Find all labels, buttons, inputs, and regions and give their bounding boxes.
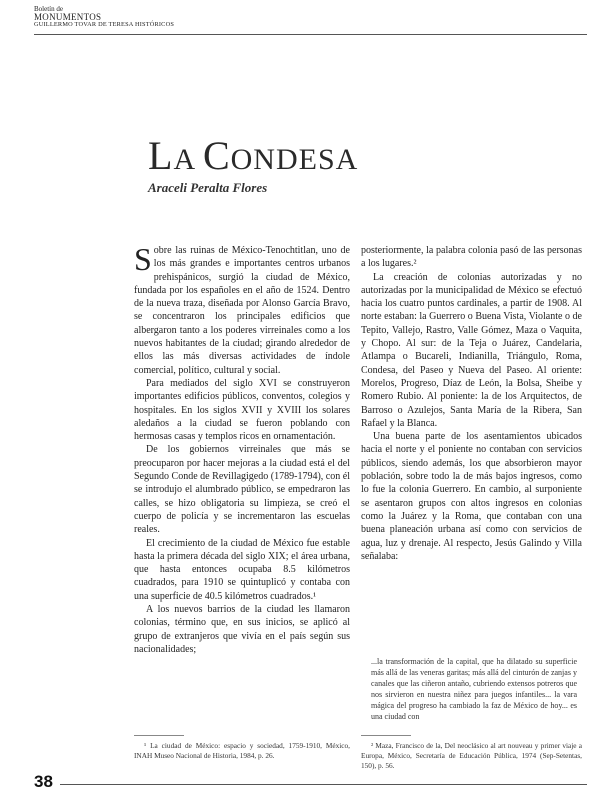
footer-rule <box>60 784 587 785</box>
drop-cap: S <box>134 241 152 277</box>
header-rule <box>34 34 587 35</box>
paragraph-4: El crecimiento de la ciudad de México fue estable hasta la primera década del siglo XIX; el área urbana, que hasta entonces ocupaba 8.5 kilómetros cuadrados, para 1910 se quintuplicó y contaba con una superficie de 40.5 kilómetros cuadrados.¹ <box>134 537 350 602</box>
page-number: 38 <box>34 772 53 791</box>
block-quote-text: ...la transformación de la capital, que ha dilatado su superficie más allá de las veneras garitas; más allá del cinturón de zanjas y canales que las ciñeron antaño, cubriendo extensos potreros que nos sirvieron en nuestra niñez para juegos infantiles... la vara mágica del progreso ha cambiado la faz de México de hoy... es una ciudad con <box>371 657 577 721</box>
footnote-rule-left <box>134 735 184 736</box>
running-header <box>34 6 174 28</box>
title-initial-c: C <box>202 133 231 178</box>
left-column <box>134 241 350 656</box>
footnote-rule-right <box>361 735 411 736</box>
article-title <box>148 133 359 178</box>
footnote-1: ¹ La ciudad de México: espacio y sociedad, 1759-1910, México, INAH Museo Nacional de Historia, 1984, p. 26. <box>134 741 350 760</box>
block-quote <box>371 656 577 722</box>
paragraph-6: posteriormente, la palabra colonia pasó de las personas a los lugares.² <box>361 245 582 270</box>
paragraph-5: A los nuevos barrios de la ciudad les llamaron colonias, término que, en sus inicios, se aplicó al grupo de extranjeros que vivía en el país según sus nacionalidades; <box>134 604 350 655</box>
paragraph-1 <box>134 241 350 377</box>
footnote-2: ² Maza, Francisco de la, Del neoclásico al art nouveau y primer viaje a Europa, México, Secretaría de Educación Pública, 1974 (Sep-Setentas, 150), p. 56. <box>361 741 582 770</box>
paragraph-3: De los gobiernos virreinales que más se preocuparon por hacer mejoras a la ciudad está el del Segundo Conde de Revillagigedo (1789-1794), con él se introdujo el alumbrado público, se empedraron las calles, se hizo obligatoria su limpieza, se creó el cuerpo de policía y se incrementaron las escuelas reales. <box>134 444 350 536</box>
header-bulletin-label: Boletín de <box>34 5 63 13</box>
title-part-a: A <box>173 143 203 176</box>
article-author: Araceli Peralta Flores <box>148 180 268 195</box>
right-column <box>361 244 582 563</box>
paragraph-7: La creación de colonias autorizadas y no autorizadas por la municipalidad de México se efectuó hacia los cuatro puntos cardinales, a partir de 1908. Al norte estaban: la Guerrero o Buena Vista, Violante o de Tepito, Vallejo, Rastro, Valle Gómez, Maza o Vaquita, y Chopo. Al sur: de la Teja o Juárez, Candelaria, Atlampa o Bucareli, Indianilla, Triángulo, Roma, Condesa, del Paseo y Nueva del Paseo. Al oriente: Morelos, Progreso, Díaz de León, la Bolsa, Sheibe y Romero Rubio. Al poniente: la de los Arquitectos, de Barroso o Azulejos, Santa María de la Ribera, San Rafael y la Blanca. <box>361 271 582 429</box>
title-initial-l: L <box>148 133 174 178</box>
header-journal-name: MONUMENTOS <box>34 12 102 22</box>
paragraph-8: Una buena parte de los asentamientos ubicados hacia el norte y el poniente no contaban con servicios públicos, siendo además, los que absorbieron mayor población, sobre todo la de más bajos ingresos, como lo fue la colonia Guerrero. En cambio, al surponiente se asentaron grupos con altos ingresos en colonias como la Juárez y la Roma, que contaban con una buena planeación urbana así como con servicios de agua, luz y drenaje. Al respecto, Jesús Galindo y Villa señalaba: <box>361 431 582 562</box>
footnote-left <box>134 741 350 761</box>
footnote-right <box>361 741 582 771</box>
paragraph-1-text: obre las ruinas de México-Tenochtitlan, uno de los más grandes e importantes centros urbanos prehispánicos, surgió la ciudad de México, fundada por los españoles en el año de 1524. Dentro de la nueva traza, diseñada por Alonso García Bravo, se concentraron los principales edificios que albergaron tanto a los poderes virreinales como a los nuevos habitantes de la ciudad; girando alrededor de ellos las más diversas actividades de índole comercial, político, cultural y social. <box>134 245 350 376</box>
title-part-ondesa: ONDESA <box>230 143 359 176</box>
paragraph-2: Para mediados del siglo XVI se construyeron importantes edificios públicos, conventos, colegios y hospitales. En los siglos XVII y XVIII los solares aledaños a la ciudad se fueron poblando con hermosas casas y templos ricos en ornamentación. <box>134 377 350 443</box>
header-subtitle: GUILLERMO TOVAR DE TERESA HISTÓRICOS <box>34 21 175 28</box>
